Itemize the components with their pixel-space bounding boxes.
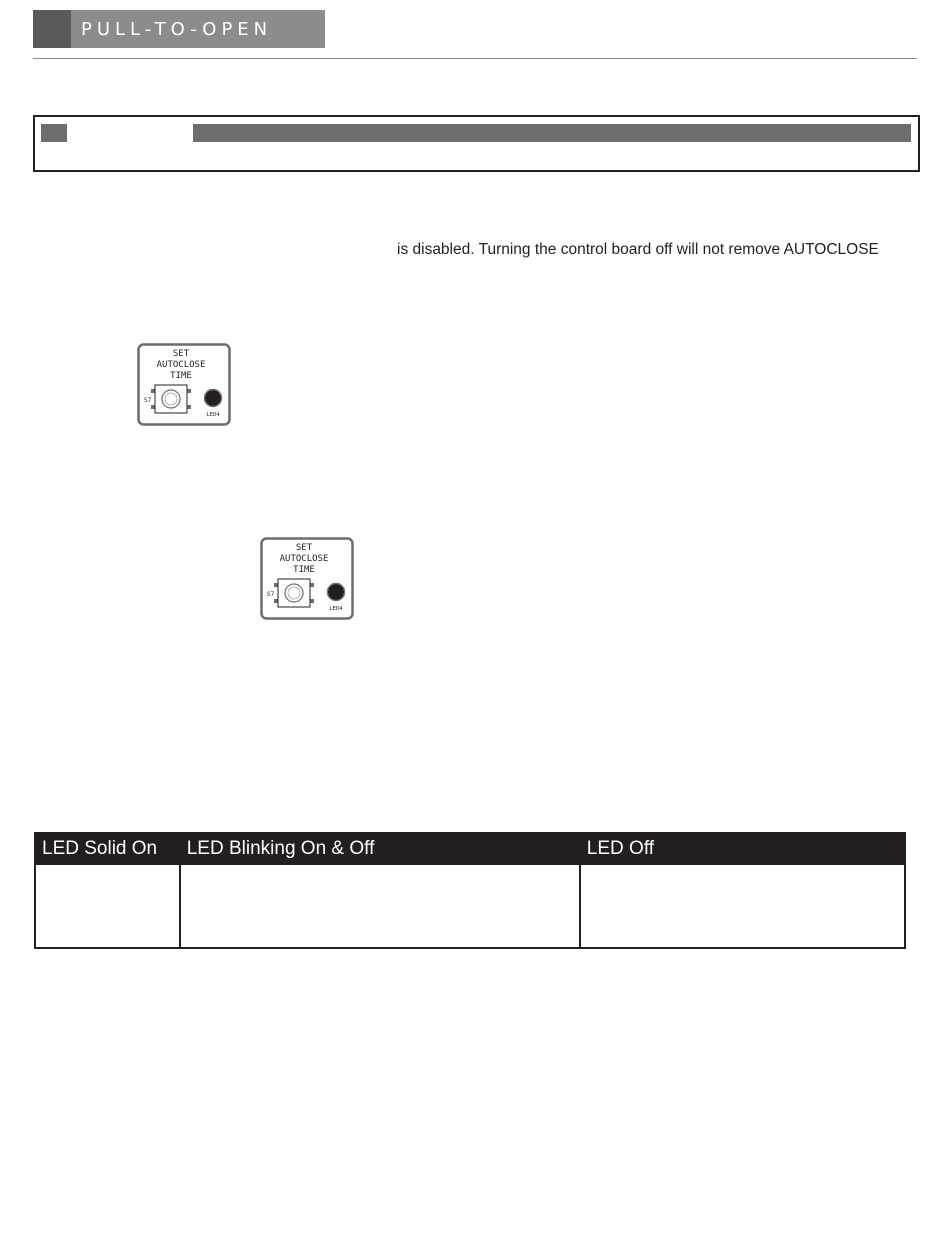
body-paragraph: is disabled. Turning the control board off will not remove AUTOCLOSE xyxy=(397,241,879,258)
note-bar xyxy=(193,124,911,142)
cell-led-blinking xyxy=(180,864,580,948)
section-title: PULL-TO-OPEN xyxy=(71,10,325,48)
set-autoclose-panel-2 xyxy=(260,537,350,617)
note-box xyxy=(33,115,920,172)
set-autoclose-panel-1 xyxy=(137,343,227,423)
panel-title-line1: SET xyxy=(172,349,190,359)
section-header xyxy=(33,10,325,48)
header-led-off: LED Off xyxy=(580,833,905,864)
panel-title-line2: AUTOCLOSE xyxy=(156,360,206,370)
switch-label: S7 xyxy=(267,591,275,598)
led-label: LED4 xyxy=(329,606,343,612)
led-status-table xyxy=(34,832,906,949)
led-label: LED4 xyxy=(206,412,220,418)
panel-title-line3: TIME xyxy=(293,565,315,575)
led4-indicator-icon xyxy=(328,584,345,601)
control-board-illustration-2 xyxy=(260,537,354,621)
switch-label: S7 xyxy=(144,397,152,404)
table-row xyxy=(35,864,905,948)
cell-led-off xyxy=(580,864,905,948)
led4-indicator-icon xyxy=(205,390,222,407)
panel-title-line3: TIME xyxy=(170,371,192,381)
table-header-row xyxy=(35,833,905,864)
header-divider xyxy=(33,58,917,59)
note-marker xyxy=(41,124,67,142)
header-dark-block xyxy=(33,10,71,48)
panel-title-line2: AUTOCLOSE xyxy=(279,554,329,564)
cell-led-solid-on xyxy=(35,864,180,948)
header-led-blinking: LED Blinking On & Off xyxy=(180,833,580,864)
panel-title-line1: SET xyxy=(295,543,313,553)
control-board-illustration-1 xyxy=(137,343,231,427)
header-led-solid-on: LED Solid On xyxy=(35,833,180,864)
